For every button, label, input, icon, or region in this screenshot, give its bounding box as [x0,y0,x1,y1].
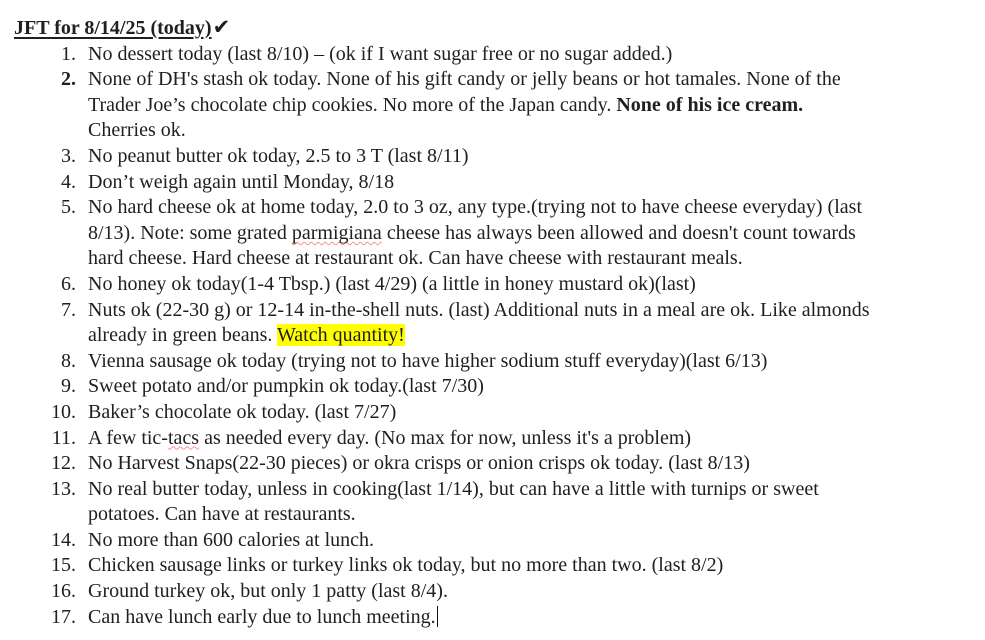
item-number: 4. [61,170,76,193]
item-number: 17. [51,605,76,628]
text-run: Ground turkey ok, but only 1 patty (last 8/4). [88,580,448,603]
text-run: Trader Joe’s chocolate chip cookies. No more of the Japan candy. [88,93,617,116]
text-run: Don’t weigh again until Monday, 8/18 [88,170,395,193]
item-text[interactable] [88,170,973,196]
list-item[interactable] [14,579,973,605]
list-item[interactable] [14,553,973,579]
item-number: 14. [51,528,76,551]
item-text[interactable] [88,451,973,477]
item-text[interactable] [88,272,973,298]
list-item[interactable] [14,528,973,554]
item-text[interactable] [88,400,973,426]
list-item[interactable] [14,400,973,426]
text-run: potatoes. Can have at restaurants. [88,503,356,526]
list-item[interactable] [14,195,973,272]
text-run: Nuts ok (22-30 g) or 12-14 in-the-shell nuts. (last) Additional nuts in a meal are ok. Like almonds [88,298,870,321]
list-item[interactable] [14,298,973,349]
text-run: Chicken sausage links or turkey links ok today, but no more than two. (last 8/2) [88,554,724,577]
text-run: already in green beans. [88,324,277,347]
text-run: hard cheese. Hard cheese at restaurant ok. Can have cheese with restaurant meals. [88,247,743,270]
item-number: 16. [51,580,76,603]
text-run: No Harvest Snaps(22-30 pieces) or okra crisps or onion crisps ok today. (last 8/13) [88,452,750,475]
item-text[interactable] [88,42,973,68]
text-run: No dessert today (last 8/10) – (ok if I want sugar free or no sugar added.) [88,42,673,65]
text-run: No peanut butter ok today, 2.5 to 3 T (last 8/11) [88,144,469,167]
text-cursor [437,606,439,627]
item-text[interactable] [88,477,973,528]
text-run: as needed every day. (No max for now, unless it's a problem) [199,426,692,449]
item-text[interactable] [88,553,973,579]
title-text: JFT for 8/14/25 (today) [14,17,212,39]
text-run: No honey ok today(1-4 Tbsp.) (last 4/29) (a little in honey mustard ok)(last) [88,272,696,295]
list-item[interactable] [14,170,973,196]
item-text[interactable] [88,195,973,272]
item-text[interactable] [88,579,973,605]
item-number: 9. [61,375,76,398]
text-run: Vienna sausage ok today (trying not to have higher sodium stuff everyday)(last 6/13) [88,349,768,372]
item-number: 5. [61,196,76,219]
list-item[interactable] [14,477,973,528]
item-number: 12. [51,452,76,475]
checkmark-icon: ✔ [212,15,231,39]
item-number: 13. [51,477,76,500]
document-title[interactable] [14,15,973,42]
item-number: 6. [61,272,76,295]
text-run: 8/13). Note: some grated [88,221,292,244]
item-number: 11. [51,426,76,449]
text-run: No hard cheese ok at home today, 2.0 to 3 oz, any type.(trying not to have cheese everyday) (last [88,196,862,219]
list-item[interactable] [14,144,973,170]
text-run: Sweet potato and/or pumpkin ok today.(last 7/30) [88,375,484,398]
item-number: 8. [61,349,76,372]
item-number: 3. [61,144,76,167]
item-text[interactable] [88,528,973,554]
misspelled-text: tacs [167,426,200,449]
list-item[interactable] [14,67,973,144]
item-text[interactable] [88,144,973,170]
item-number: 15. [51,554,76,577]
text-run: None of his ice cream. [616,93,804,116]
list-item[interactable] [14,426,973,452]
text-run: Cherries ok. [88,119,186,142]
text-run: No real butter today, unless in cooking(last 1/14), but can have a little with turnips or sweet [88,477,819,500]
text-run: No more than 600 calories at lunch. [88,528,375,551]
item-number: 2. [61,68,76,91]
text-run: None of DH's stash ok today. None of his gift candy or jelly beans or hot tamales. None of the [88,68,841,91]
list-item[interactable] [14,272,973,298]
item-text[interactable] [88,349,973,375]
item-number: 10. [51,400,76,423]
item-text[interactable] [88,298,973,349]
text-run: cheese has always been allowed and doesn't count towards [381,221,856,244]
text-run: A few tic- [88,426,168,449]
jft-list [14,42,973,631]
item-text[interactable] [88,374,973,400]
list-item[interactable] [14,349,973,375]
list-item[interactable] [14,451,973,477]
item-text[interactable] [88,426,973,452]
item-text[interactable] [88,605,973,631]
highlighted-text: Watch quantity! [277,324,405,347]
misspelled-text: parmigiana [291,221,382,244]
item-number: 7. [61,298,76,321]
list-item[interactable] [14,374,973,400]
item-text[interactable] [88,67,973,144]
text-run: Can have lunch early due to lunch meeting. [88,605,436,628]
text-run: Baker’s chocolate ok today. (last 7/27) [88,400,397,423]
item-number: 1. [61,42,76,65]
list-item[interactable] [14,605,973,631]
list-item[interactable] [14,42,973,68]
